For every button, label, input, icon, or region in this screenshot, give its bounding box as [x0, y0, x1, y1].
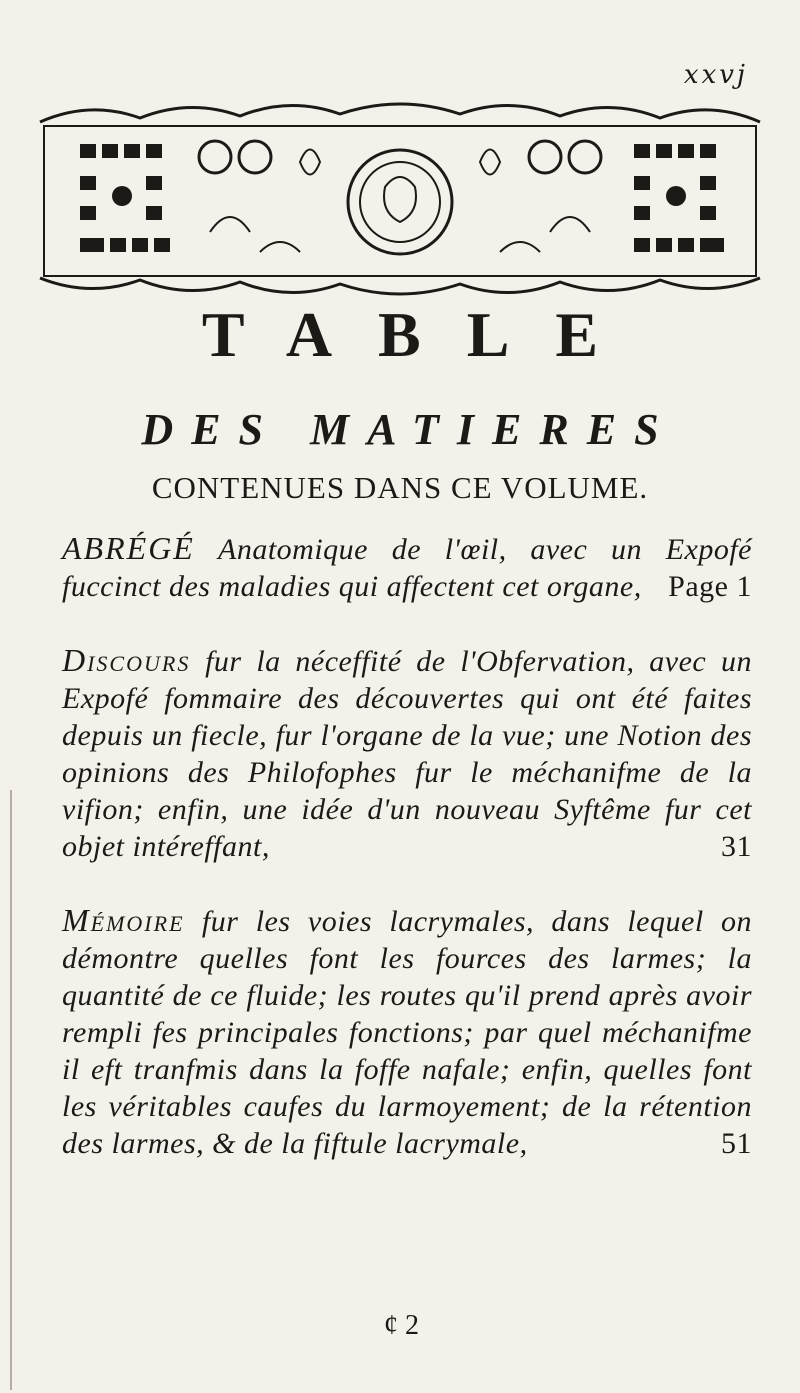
entry-page-ref: [721, 1125, 752, 1162]
entry-lead: ABRÉGÉ: [62, 530, 195, 566]
entry-text: fur les voies lacrymales, dans lequel on démontre quelles font les fources des larmes; la quantité de ce fluide; les routes qu'il prend après avoir rempli fes principales fonctions; par quel méchanifme il eft tranfmis dans la foffe nafale; enfin, quelles font les véritables caufes du larmoyement; de la rétention des larmes, & de la fiftule lacrymale,: [62, 905, 752, 1160]
toc-entry: [62, 642, 752, 865]
page-number: 31: [721, 830, 752, 863]
toc-entry: [62, 530, 752, 605]
page-title: TABLE: [201, 299, 645, 370]
signature-mark: ¢ 2: [384, 1310, 419, 1341]
page-folio: xxvj: [683, 60, 748, 90]
page-subtitle: DES MATIERES: [141, 405, 677, 454]
entry-lead: Mémoire: [62, 902, 185, 938]
page-number: 51: [721, 1127, 752, 1160]
toc-entry: [62, 902, 752, 1162]
entry-lead: Discours: [62, 642, 191, 678]
page-label: Page: [668, 570, 729, 603]
entry-page-ref: [721, 828, 752, 865]
gutter-shadow: [10, 790, 12, 1390]
entry-text: Anatomique de l'œil, avec un Expofé fuccinct des maladies qui affectent cet organe,: [62, 533, 752, 603]
entry-page-ref: [668, 568, 752, 605]
page-number: 1: [736, 570, 752, 603]
contents-heading: CONTENUES DANS CE VOLUME.: [151, 470, 649, 505]
entry-text: fur la néceffité de l'Obfervation, avec un Expofé fommaire des découvertes qui ont été faites depuis un fiecle, fur l'organe de la vue; une Notion des opinions des Philofophes fur le méchanifme de la vifion; enfin, une idée d'un nouveau Syftême fur cet objet intéreffant,: [62, 645, 752, 863]
headpiece-ornament: [30, 92, 770, 304]
